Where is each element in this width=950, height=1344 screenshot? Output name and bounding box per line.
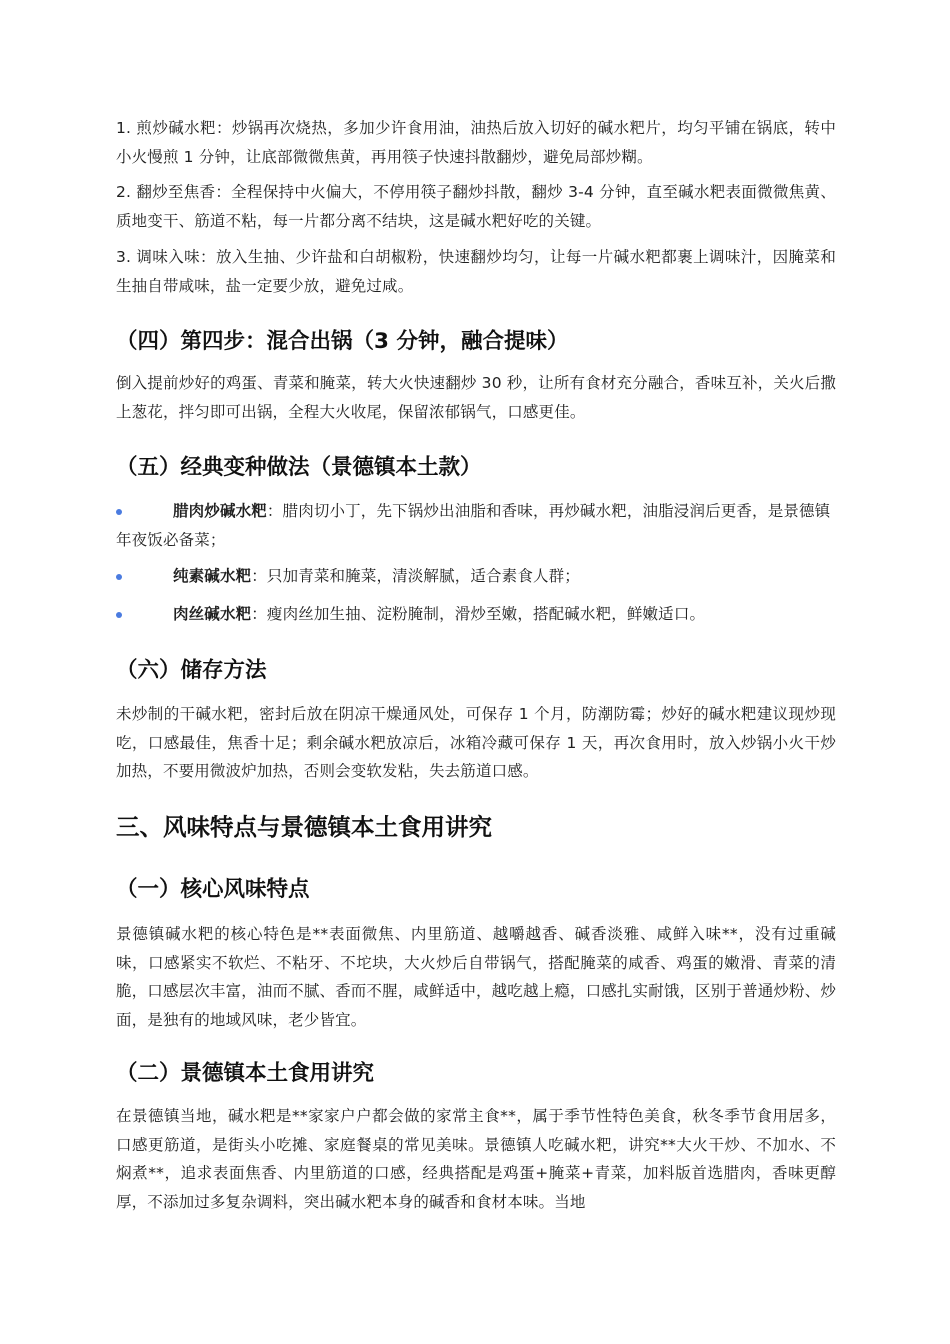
subsection-2-heading: （二）景德镇本土食用讲究 [116, 1061, 375, 1086]
section-4-heading: （四）第四步：混合出锅（3 分钟，融合提味） [116, 329, 569, 354]
variant-list-item [116, 600, 836, 629]
variant-text: ：只加青菜和腌菜，清淡解腻，适合素食人群； [251, 567, 580, 585]
section-5-heading: （五）经典变种做法（景德镇本土款） [116, 455, 482, 480]
variant-text: ：瘦肉丝加生抽、淀粉腌制，滑炒至嫩，搭配碱水粑，鲜嫩适口。 [251, 605, 706, 623]
variant-title: 肉丝碱水粑 [173, 605, 252, 623]
subsection-1-heading: （一）核心风味特点 [116, 877, 310, 902]
subsection-2-body: 在景德镇当地，碱水粑是**家家户户都会做的家常主食**，属于季节性特色美食，秋冬季节食用居多，口感更筋道，是街头小吃摊、家庭餐桌的常见美味。景德镇人吃碱水粑，讲究**大火干炒、不加水、不焖煮**，追求表面焦香、内里筋道的口感，经典搭配是鸡蛋+腌菜+青菜，加料版首选腊肉，香味更醇厚，不添加过多复杂调料，突出碱水粑本身的碱香和食材本味。当地 [116, 1107, 836, 1211]
step-2-paragraph: 2. 翻炒至焦香：全程保持中火偏大，不停用筷子翻炒抖散，翻炒 3-4 分钟，直至碱水粑表面微微焦黄、质地变干、筋道不粘，每一片都分离不结块，这是碱水粑好吃的关键。 [116, 183, 836, 230]
subsection-1-body: 景德镇碱水粑的核心特色是**表面微焦、内里筋道、越嚼越香、碱香淡雅、咸鲜入味**，没有过重碱味，口感紧实不软烂、不粘牙、不坨块，大火炒后自带锅气，搭配腌菜的咸香、鸡蛋的嫩滑、青菜的清脆，口感层次丰富，油而不腻、香而不腥，咸鲜适中，越吃越上瘾，口感扎实耐饿，区别于普通炒粉、炒面，是独有的地域风味，老少皆宜。 [116, 925, 836, 1029]
section-6-heading: （六）储存方法 [116, 658, 267, 683]
variant-text: ：腊肉切小丁，先下锅炒出油脂和香味，再炒碱水粑，油脂浸润后更香，是景德镇年夜饭必备菜； [116, 502, 831, 549]
step-1-paragraph: 1. 煎炒碱水粑：炒锅再次烧热，多加少许食用油，油热后放入切好的碱水粑片，均匀平铺在锅底，转中小火慢煎 1 分钟，让底部微微焦黄，再用筷子快速抖散翻炒，避免局部炒糊。 [116, 119, 836, 166]
step-3-paragraph: 3. 调味入味：放入生抽、少许盐和白胡椒粉，快速翻炒均匀，让每一片碱水粑都裹上调味汁，因腌菜和生抽自带咸味，盐一定要少放，避免过咸。 [116, 248, 836, 295]
section-6-body: 未炒制的干碱水粑，密封后放在阴凉干燥通风处，可保存 1 个月，防潮防霉；炒好的碱水粑建议现炒现吃，口感最佳，焦香十足；剩余碱水粑放凉后，冰箱冷藏可保存 1 天，再次食用时，放入炒锅小火干炒加热，不要用微波炉加热，否则会变软发粘，失去筋道口感。 [116, 705, 836, 780]
chapter-3-heading: 三、风味特点与景德镇本土食用讲究 [116, 813, 492, 841]
variant-title: 纯素碱水粑 [173, 567, 252, 585]
variant-list-item [116, 562, 836, 591]
variant-list-item [116, 497, 836, 554]
section-4-body: 倒入提前炒好的鸡蛋、青菜和腌菜，转大火快速翻炒 30 秒，让所有食材充分融合，香味互补，关火后撒上葱花，拌匀即可出锅，全程大火收尾，保留浓郁锅气，口感更佳。 [116, 374, 836, 421]
variant-title: 腊肉炒碱水粑 [173, 502, 267, 520]
